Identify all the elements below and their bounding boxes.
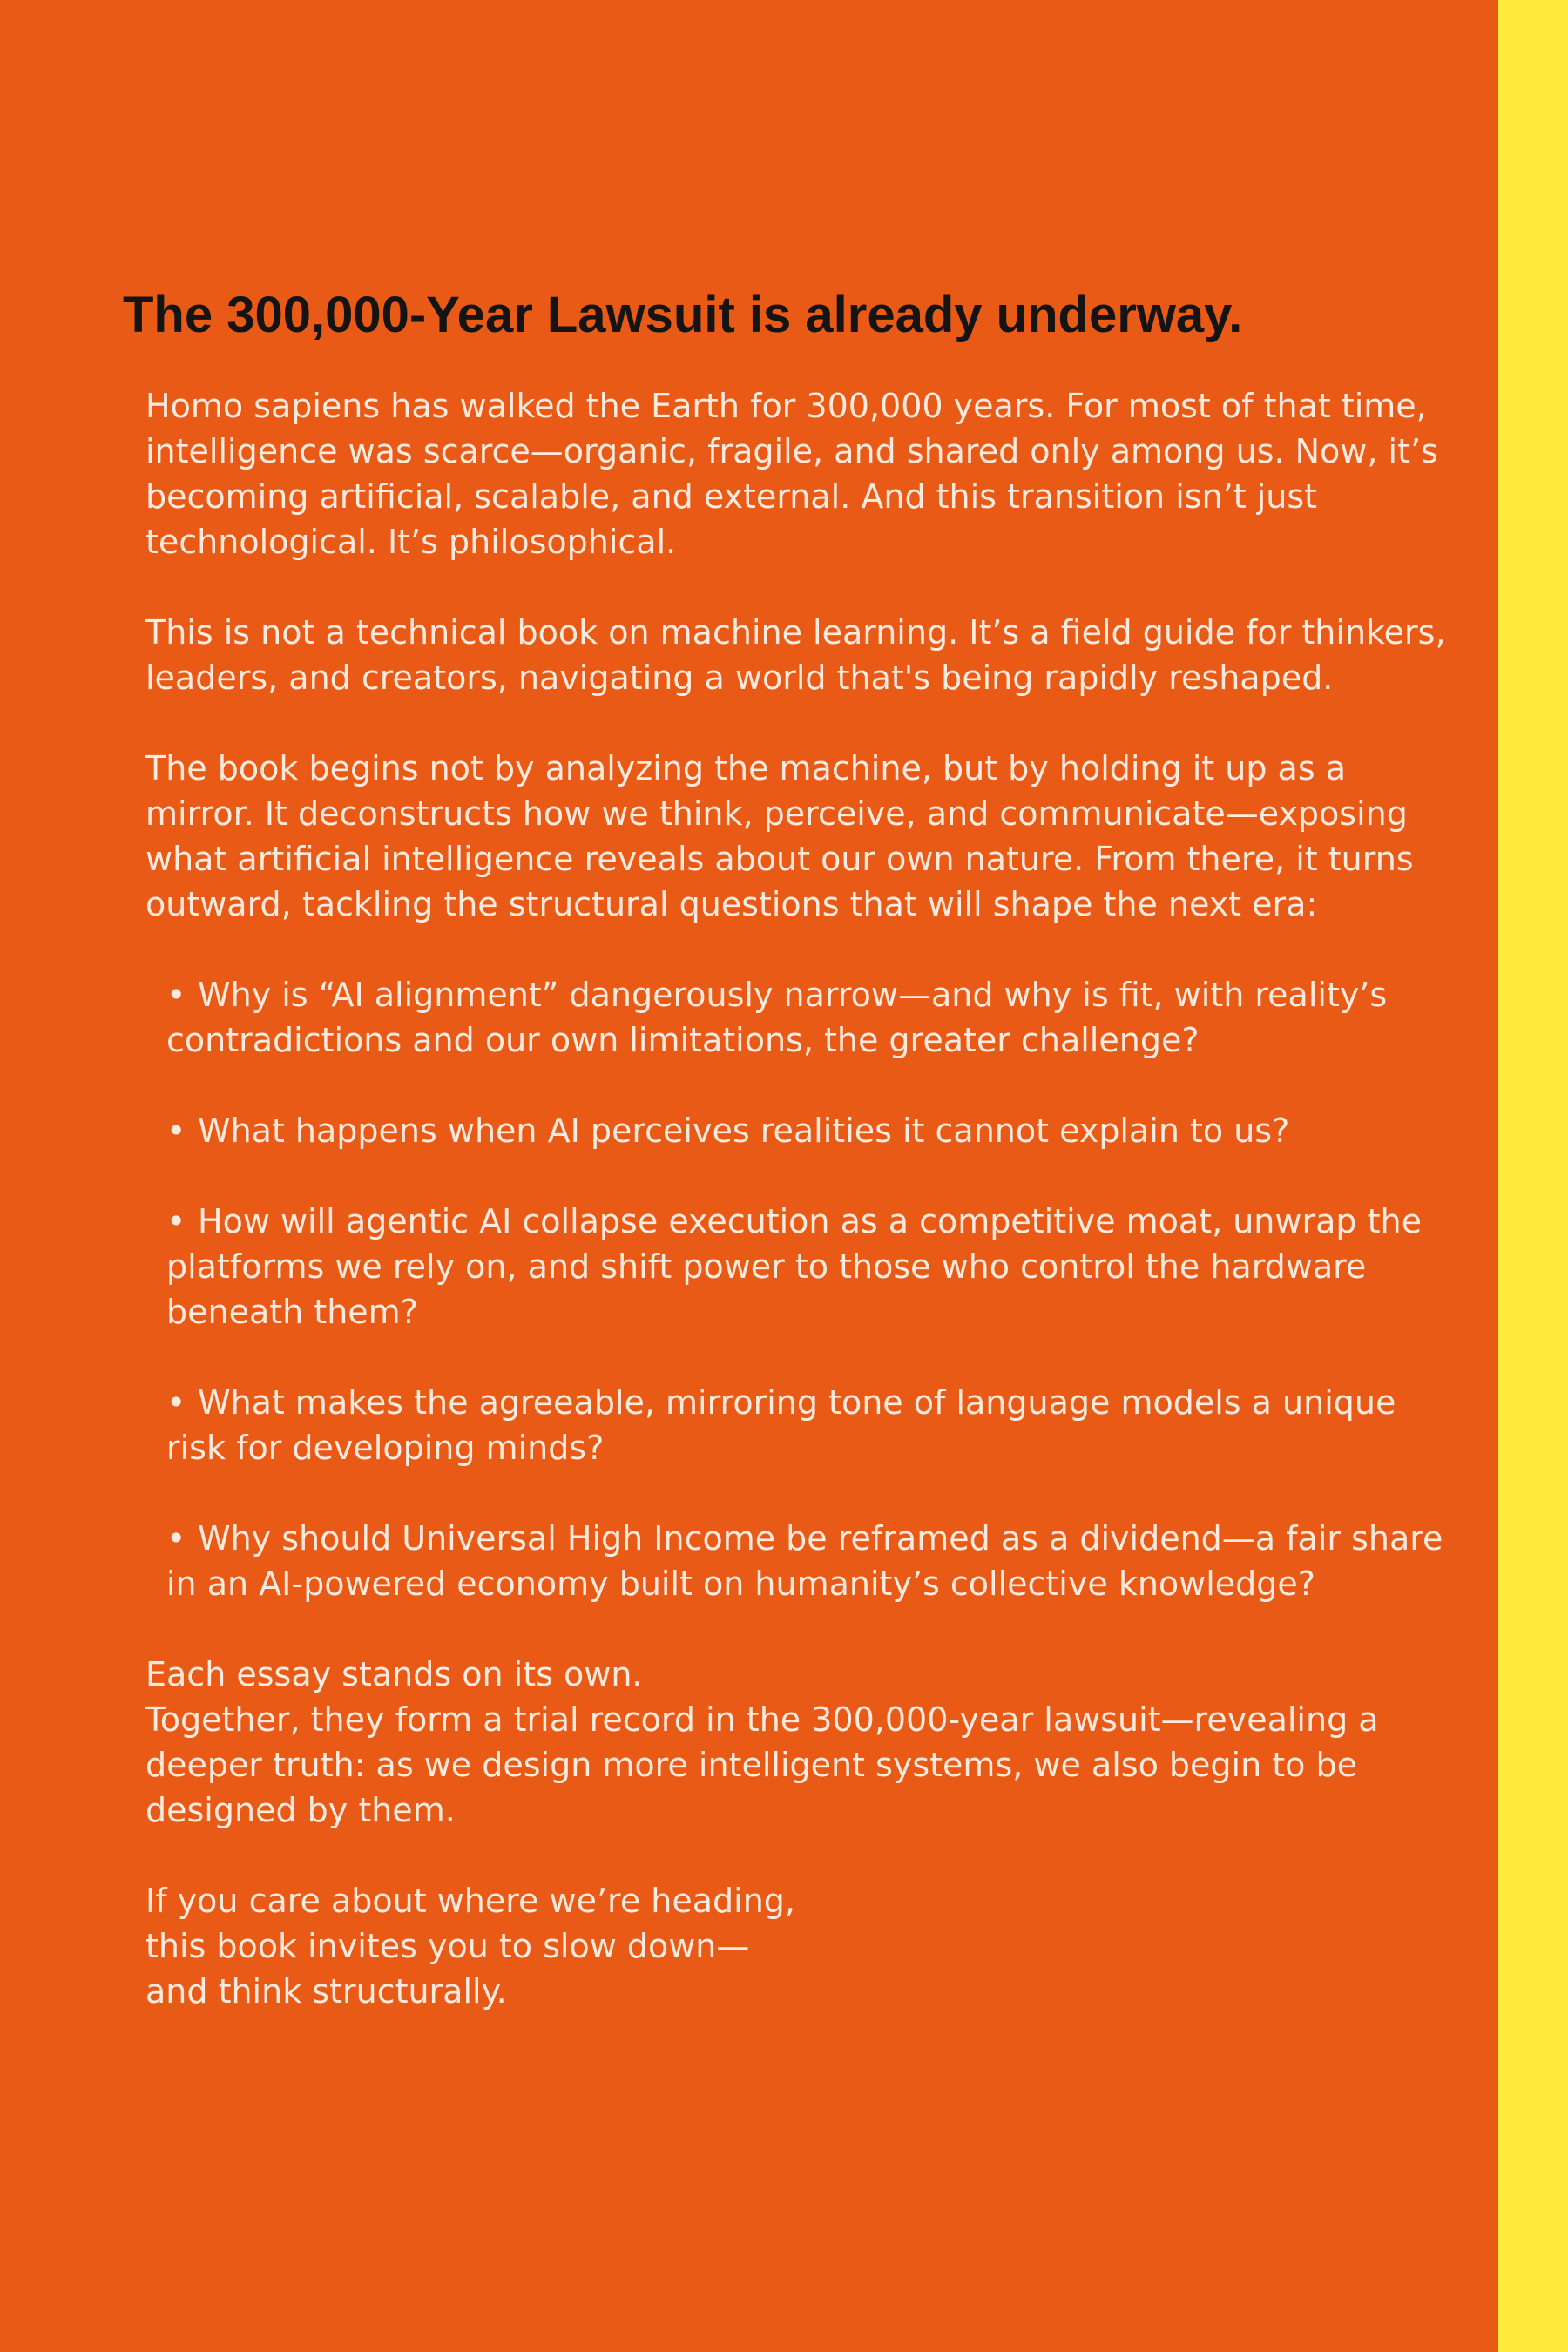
headline: The 300,000-Year Lawsuit is already underway.	[123, 287, 1243, 343]
question-item	[166, 1108, 1452, 1153]
question-text: What happens when AI perceives realities it cannot explain to us?	[198, 1112, 1290, 1150]
question-item	[166, 1516, 1452, 1606]
intro-paragraph: Homo sapiens has walked the Earth for 300,000 years. For most of that time, intelligence was scarce—organic, fragile, and shared only among us. Now, it’s becoming artificial, scalable, and external. And this transition isn’t just technological. It’s philosophical.	[145, 387, 1438, 561]
question-text: What makes the agreeable, mirroring tone of language models a unique risk for developing minds?	[166, 1383, 1396, 1467]
bullet-icon: •	[166, 976, 186, 1014]
invitation-line: and think structurally.	[145, 1972, 507, 2011]
invitation-line: this book invites you to slow down—	[145, 1927, 750, 1965]
positioning-paragraph: This is not a technical book on machine learning. It’s a field guide for thinkers, leaders, and creators, navigating a world that's being rapidly reshaped.	[145, 613, 1446, 697]
invitation-line: If you care about where we’re heading,	[145, 1882, 795, 1920]
closing-line: Each essay stands on its own.	[145, 1655, 643, 1693]
bullet-icon: •	[166, 1112, 186, 1150]
invitation-paragraph	[145, 1878, 1452, 2014]
body-text	[145, 383, 1452, 2059]
question-item	[166, 972, 1452, 1063]
question-item	[166, 1380, 1452, 1470]
question-text: How will agentic AI collapse execution as a competitive moat, unwrap the platforms we rely on, and shift power to those who control the hardware beneath them?	[166, 1202, 1422, 1331]
bullet-icon: •	[166, 1202, 186, 1240]
approach-paragraph: The book begins not by analyzing the machine, but by holding it up as a mirror. It deconstructs how we think, perceive, and communicate—exposing what artificial intelligence reveals about our own nature. From there, it turns outward, tackling the structural questions that will shape the next era:	[145, 749, 1414, 923]
yellow-edge-strip	[1498, 0, 1568, 2352]
closing-paragraph	[145, 1652, 1452, 1833]
bullet-icon: •	[166, 1383, 186, 1422]
question-item	[166, 1199, 1452, 1335]
question-list	[145, 972, 1452, 1606]
question-text: Why is “AI alignment” dangerously narrow—and why is fit, with reality’s contradictions and our own limitations, the greater challenge?	[166, 976, 1388, 1059]
question-text: Why should Universal High Income be reframed as a dividend—a fair share in an AI-powered economy built on humanity’s collective knowledge?	[166, 1519, 1443, 1603]
bullet-icon: •	[166, 1519, 186, 1558]
closing-line: Together, they form a trial record in the 300,000-year lawsuit—revealing a deeper truth: as we design more intelligent systems, we also begin to be designed by them.	[145, 1700, 1379, 1829]
